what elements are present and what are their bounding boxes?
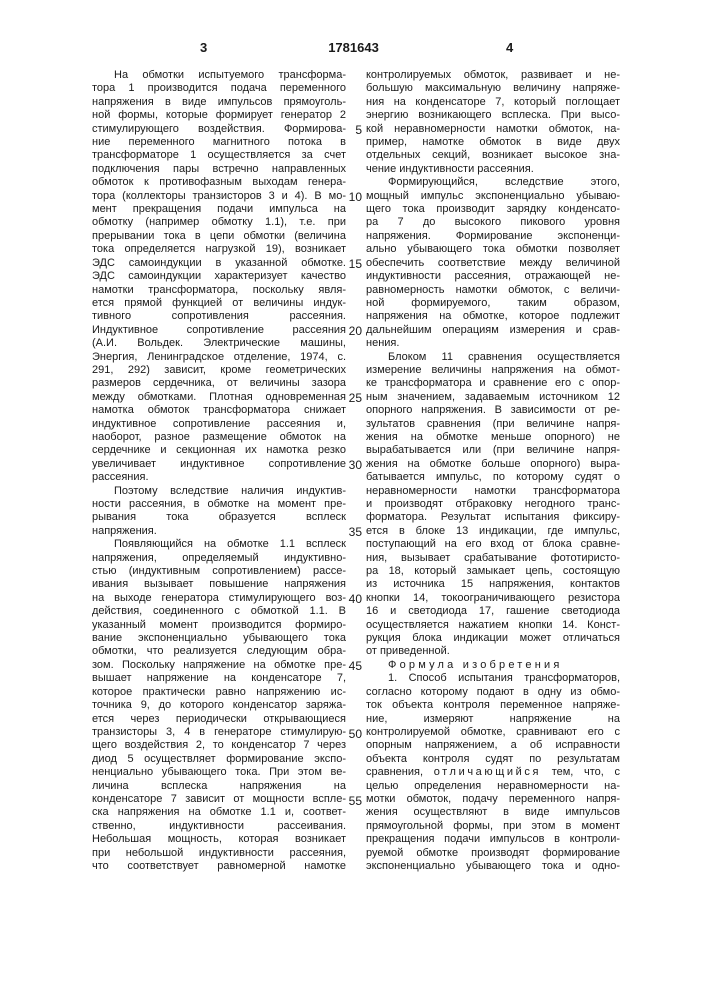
- text-line: ке трансформатора и сравнение его с опор-: [366, 377, 620, 390]
- line-number: 40: [342, 592, 362, 606]
- text-line: ска напряжения на обмотке 1.1 и, соответ-: [92, 806, 346, 819]
- text-line: форматора. Результат испытания фиксиру-: [366, 511, 620, 524]
- text-line: контролируемой обмотке, сравнивают его с: [366, 726, 620, 739]
- text-line: пример, намотке обмоток в виде двух: [366, 136, 620, 149]
- text-line: при небольшой индуктивности рассеяния,: [92, 847, 346, 860]
- text-line: мощный импульс экспоненциально убываю-: [366, 190, 620, 203]
- text-line: вышает напряжение на конденсаторе 7,: [92, 672, 346, 685]
- text-line: измерение величины напряжения на обмот-: [366, 364, 620, 377]
- text-line: указанный момент производится формиро-: [92, 619, 346, 632]
- line-number: 25: [342, 391, 362, 405]
- text-line: обмоток к противофазным выходам генера-: [92, 176, 346, 189]
- text-line: чение индуктивности рассеяния.: [366, 163, 620, 176]
- text-line: ально убывающего тока обмотки позволяет: [366, 243, 620, 256]
- text-line: прекращения подачи импульсов в контроли-: [366, 833, 620, 846]
- text-line: тивного сопротивления рассеяния.: [92, 310, 346, 323]
- text-segment: тем, что, с: [541, 766, 620, 778]
- text-line: жения осуществляют в виде импульсов: [366, 806, 620, 819]
- text-line: обеспечить соответствие между величиной: [366, 257, 620, 270]
- text-line: ной формируемого, таким образом,: [366, 297, 620, 310]
- text-line: напряжения. Формирование экспоненци-: [366, 230, 620, 243]
- text-line: Формирующийся, вследствие этого,: [366, 176, 620, 189]
- line-number: 15: [342, 257, 362, 271]
- text-line: стью (индуктивным сопротивлением) рассе-: [92, 565, 346, 578]
- text-line: размеров сердечника, от величины зазора: [92, 377, 346, 390]
- text-line: экспоненциально убывающего тока и одно-: [366, 860, 620, 873]
- text-line: рывания тока образуется всплеск: [92, 511, 346, 524]
- text-line: транзисторы 3, 4 в генераторе стимулирую-: [92, 726, 346, 739]
- text-line: ЭДС самоиндукции в указанной обмотке.: [92, 257, 346, 270]
- text-line: обмотку (например обмотку 1.1), т.е. при: [92, 216, 346, 229]
- text-line: подключения пары встречно направленных: [92, 163, 346, 176]
- text-line: стимулирующего воздействия. Формирова-: [92, 123, 346, 136]
- text-line: мент прекращения подачи импульса на: [92, 203, 346, 216]
- text-line: осуществляется нажатием кнопки 14. Конст-: [366, 619, 620, 632]
- text-line: нения.: [366, 337, 620, 350]
- text-line: кой неравномерности намотки обмоток, на-: [366, 123, 620, 136]
- text-line: ется в блоке 13 индикации, где импульс,: [366, 525, 620, 538]
- text-line: что соответствует равномерной намотке: [92, 860, 346, 873]
- text-line: на выходе генератора стимулирующего воз-: [92, 592, 346, 605]
- text-line: Энергия, Ленинградское отделение, 1974, с.: [92, 351, 346, 364]
- text-segment: сравнения,: [366, 766, 434, 778]
- text-line: Блоком 11 сравнения осуществляется: [366, 351, 620, 364]
- line-number: 30: [342, 458, 362, 472]
- text-line: ности рассеяния, в обмотке на момент пре-: [92, 498, 346, 511]
- text-line: жения на обмотке больше опорного) выра-: [366, 458, 620, 471]
- text-line: точника 9, до которого конденсатор заряжа-: [92, 699, 346, 712]
- text-line: ра 7 до высокого пикового уровня: [366, 216, 620, 229]
- text-line: личина всплеска напряжения на: [92, 780, 346, 793]
- text-line: действия, соединенного с обмоткой 1.1. В: [92, 605, 346, 618]
- text-line: рассеяния.: [92, 471, 346, 484]
- text-line: напряжения, определяемый индуктивно-: [92, 552, 346, 565]
- line-number: 45: [342, 659, 362, 673]
- text-line: ния, вызывает срабатывание фототиристо-: [366, 552, 620, 565]
- text-line: 16 и светодиода 17, гашение светодиода: [366, 605, 620, 618]
- text-line: (А.И. Вольдек. Электрические машины,: [92, 337, 346, 350]
- text-line: руемой обмотке производят формирование: [366, 847, 620, 860]
- text-line: зультатов сравнения (при величине напря-: [366, 418, 620, 431]
- text-line: обмотки, что реализуется следующим обра-: [92, 645, 346, 658]
- text-line: напряжения на обмотке, которое подлежит: [366, 310, 620, 323]
- text-line: вание экспоненциально убывающего тока: [92, 632, 346, 645]
- text-line: от приведенной.: [366, 645, 620, 658]
- text-line: ственно, индуктивности рассеивания.: [92, 820, 346, 833]
- text-line: и производят отбраковку негодного транс-: [366, 498, 620, 511]
- text-line: ЭДС самоиндукции характеризует качество: [92, 270, 346, 283]
- text-line: ра 18, который замыкает цепь, состоящую: [366, 565, 620, 578]
- text-line: большую максимальную величину напряже-: [366, 82, 620, 95]
- text-line: трансформаторе 1 осуществляется за счет: [92, 149, 346, 162]
- text-line: кнопки 14, токоограничивающего резистора: [366, 592, 620, 605]
- text-line: [366, 766, 620, 779]
- text-line: жения на обмотке меньше опорного) не: [366, 431, 620, 444]
- text-line: контролируемых обмоток, развивает и не-: [366, 69, 620, 82]
- text-line: которое практически равно напряжению ис-: [92, 686, 346, 699]
- text-line: Небольшая мощность, которая возникает: [92, 833, 346, 846]
- text-line: из источника 15 напряжения, контактов: [366, 578, 620, 591]
- text-line: отдельных секций, возникает высокое зна-: [366, 149, 620, 162]
- text-line: увеличивает индуктивное сопротивление: [92, 458, 346, 471]
- text-line: 291, 292) зависит, кроме геометрических: [92, 364, 346, 377]
- text-line: зом. Поскольку напряжение на обмотке пре-: [92, 659, 346, 672]
- page-number-right: 4: [506, 40, 513, 55]
- text-line: намотка обмоток трансформатора снижает: [92, 404, 346, 417]
- text-line: ется прямой функцией от величины индук-: [92, 297, 346, 310]
- text-line: 1. Способ испытания трансформаторов,: [366, 672, 620, 685]
- text-line: тора (коллекторы транзисторов 3 и 4). В мо-: [92, 190, 346, 203]
- text-line: сердечнике и секционная их намотка резко: [92, 444, 346, 457]
- text-line: Поэтому вследствие наличия индуктив-: [92, 485, 346, 498]
- text-line: наоборот, разное размещение обмоток на: [92, 431, 346, 444]
- text-line: целью определения неравномерности на-: [366, 780, 620, 793]
- line-number: 5: [342, 123, 362, 137]
- text-line: На обмотки испытуемого трансформа-: [92, 69, 346, 82]
- text-line: конденсаторе 7 зависит от мощности вспле-: [92, 793, 346, 806]
- text-line: тока определяется нагрузкой 19), возникает: [92, 243, 346, 256]
- page-number-left: 3: [200, 40, 207, 55]
- text-line: Появляющийся на обмотке 1.1 всплеск: [92, 538, 346, 551]
- text-line: прерывании тока в цепи обмотки (величина: [92, 230, 346, 243]
- text-line: ненциально убывающего тока. При этом ве-: [92, 766, 346, 779]
- text-line: мотки обмоток, подачу переменного напря-: [366, 793, 620, 806]
- line-number: 20: [342, 324, 362, 338]
- text-line: энергию возникающего всплеска. При высо-: [366, 109, 620, 122]
- text-line: ным значением, задаваемым источником 12: [366, 391, 620, 404]
- text-line: напряжения.: [92, 525, 346, 538]
- text-line: прямоугольной формы, при этом в момент: [366, 820, 620, 833]
- text-line: напряжения в виде импульсов прямоуголь-: [92, 96, 346, 109]
- text-line: дальнейшим операциям измерения и срав-: [366, 324, 620, 337]
- line-number: 55: [342, 794, 362, 808]
- right-text-column: [366, 69, 620, 873]
- line-number: 50: [342, 727, 362, 741]
- line-number: 10: [342, 190, 362, 204]
- text-line: ния на конденсаторе 7, который поглощает: [366, 96, 620, 109]
- text-line: поступающий на его вход от блока сравне-: [366, 538, 620, 551]
- left-text-column: [92, 69, 346, 873]
- emphasized-word: отличающийся: [434, 766, 541, 778]
- text-line: объекта контроля судят по результатам: [366, 753, 620, 766]
- text-line: равномерность намотки обмоток, с величи-: [366, 284, 620, 297]
- text-line: ивания вызывает повышение напряжения: [92, 578, 346, 591]
- text-line: ние переменного магнитного потока в: [92, 136, 346, 149]
- text-line: индуктивное сопротивление рассеяния и,: [92, 418, 346, 431]
- text-line: Индуктивное сопротивление рассеяния: [92, 324, 346, 337]
- text-line: диод 5 осуществляет формирование экспо-: [92, 753, 346, 766]
- text-line: индуктивности рассеяния, отражающей не-: [366, 270, 620, 283]
- text-line: ется через периодически открывающиеся: [92, 713, 346, 726]
- text-line: щего тока производит зарядку конденсато-: [366, 203, 620, 216]
- text-line: между обмотками. Плотная одновременная: [92, 391, 346, 404]
- text-line: намотки трансформатора, поскольку явля-: [92, 284, 346, 297]
- text-line: ток объекта контроля переменное напряже-: [366, 699, 620, 712]
- patent-number: 1781643: [0, 40, 707, 55]
- text-line: неравномерности намотки трансформатора: [366, 485, 620, 498]
- text-line: рукция блока индикации может отличаться: [366, 632, 620, 645]
- text-line: опорного напряжения. В зависимости от ре-: [366, 404, 620, 417]
- section-heading: Формула изобретения: [366, 659, 620, 672]
- text-line: вырабатывается или (при величине напря-: [366, 444, 620, 457]
- text-line: ние, измеряют напряжение на: [366, 713, 620, 726]
- text-line: опорным напряжением, а об исправности: [366, 739, 620, 752]
- text-line: ной формы, которые формирует генератор 2: [92, 109, 346, 122]
- text-line: тора 1 производится подача переменного: [92, 82, 346, 95]
- text-line: согласно которому подают в одну из обмо-: [366, 686, 620, 699]
- line-number: 35: [342, 525, 362, 539]
- text-line: батывается импульс, по которому судят о: [366, 471, 620, 484]
- text-line: щего воздействия 2, то конденсатор 7 через: [92, 739, 346, 752]
